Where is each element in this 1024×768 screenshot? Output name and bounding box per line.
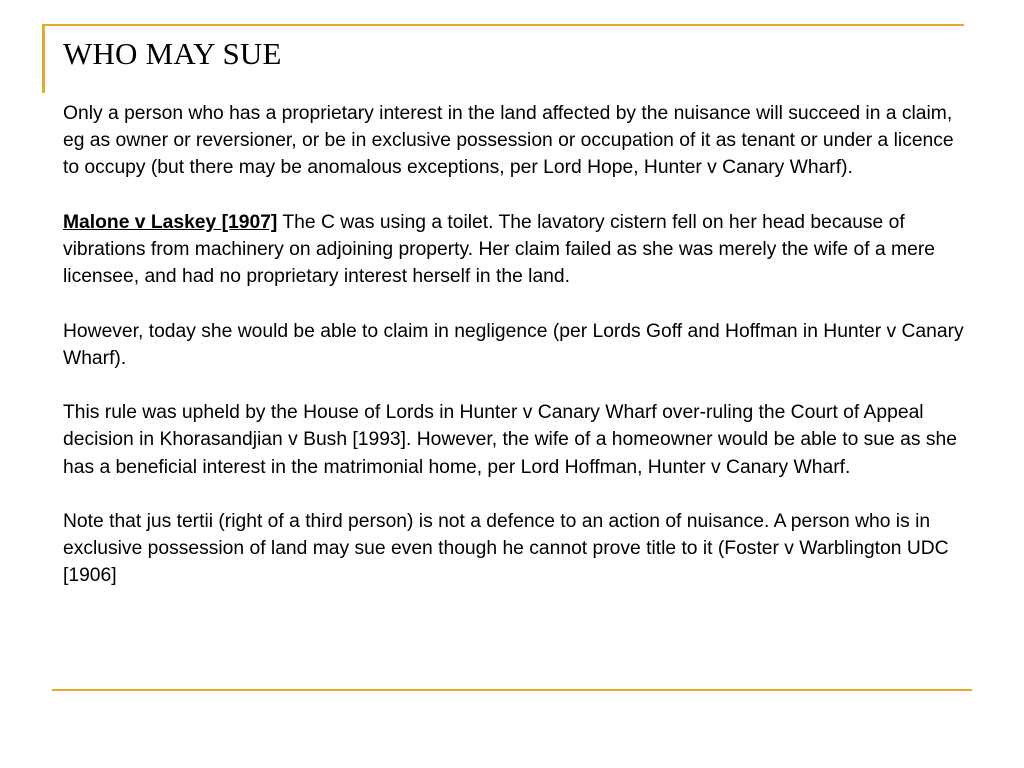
slide-body bbox=[63, 100, 968, 617]
paragraph-hunter-v-canary-wharf: This rule was upheld by the House of Lords in Hunter v Canary Wharf over-ruling the Court of Appeal decision in Khorasandjian v Bush [1993]. However, the wife of a homeowner would be able to sue as she has a beneficial interest in the matrimonial home, per Lord Hoffman, Hunter v Canary Wharf. bbox=[63, 402, 957, 478]
paragraph-malone-v-laskey bbox=[63, 209, 968, 291]
top-rule bbox=[42, 24, 964, 26]
slide-title: WHO MAY SUE bbox=[63, 36, 282, 71]
paragraph-jus-tertii: Note that jus tertii (right of a third person) is not a defence to an action of nuisance. A person who is in exclusive possession of land may sue even though he cannot prove title to it (Foster v Warblington UDC [1906] bbox=[63, 510, 949, 587]
paragraph-proprietary-interest: Only a person who has a proprietary interest in the land affected by the nuisance will succeed in a claim, eg as owner or reversioner, or be in exclusive possession or occupation of it as tenant or under a licence to occupy (but there may be anomalous exceptions, per Lord Hope, Hunter v Canary Wharf). bbox=[63, 103, 954, 179]
paragraph-negligence: However, today she would be able to claim in negligence (per Lords Goff and Hoffman in Hunter v Canary Wharf). bbox=[63, 320, 964, 369]
paragraph-malone-text: The C was using a toilet. The lavatory cistern fell on her head because of vibrations from machinery on adjoining property. Her claim failed as she was merely the wife of a mere licensee, and had no proprietary interest herself in the land. bbox=[63, 211, 935, 288]
left-rule bbox=[42, 24, 45, 93]
bottom-rule bbox=[52, 689, 972, 691]
case-reference-malone-v-laskey: Malone v Laskey [1907] bbox=[63, 211, 278, 233]
